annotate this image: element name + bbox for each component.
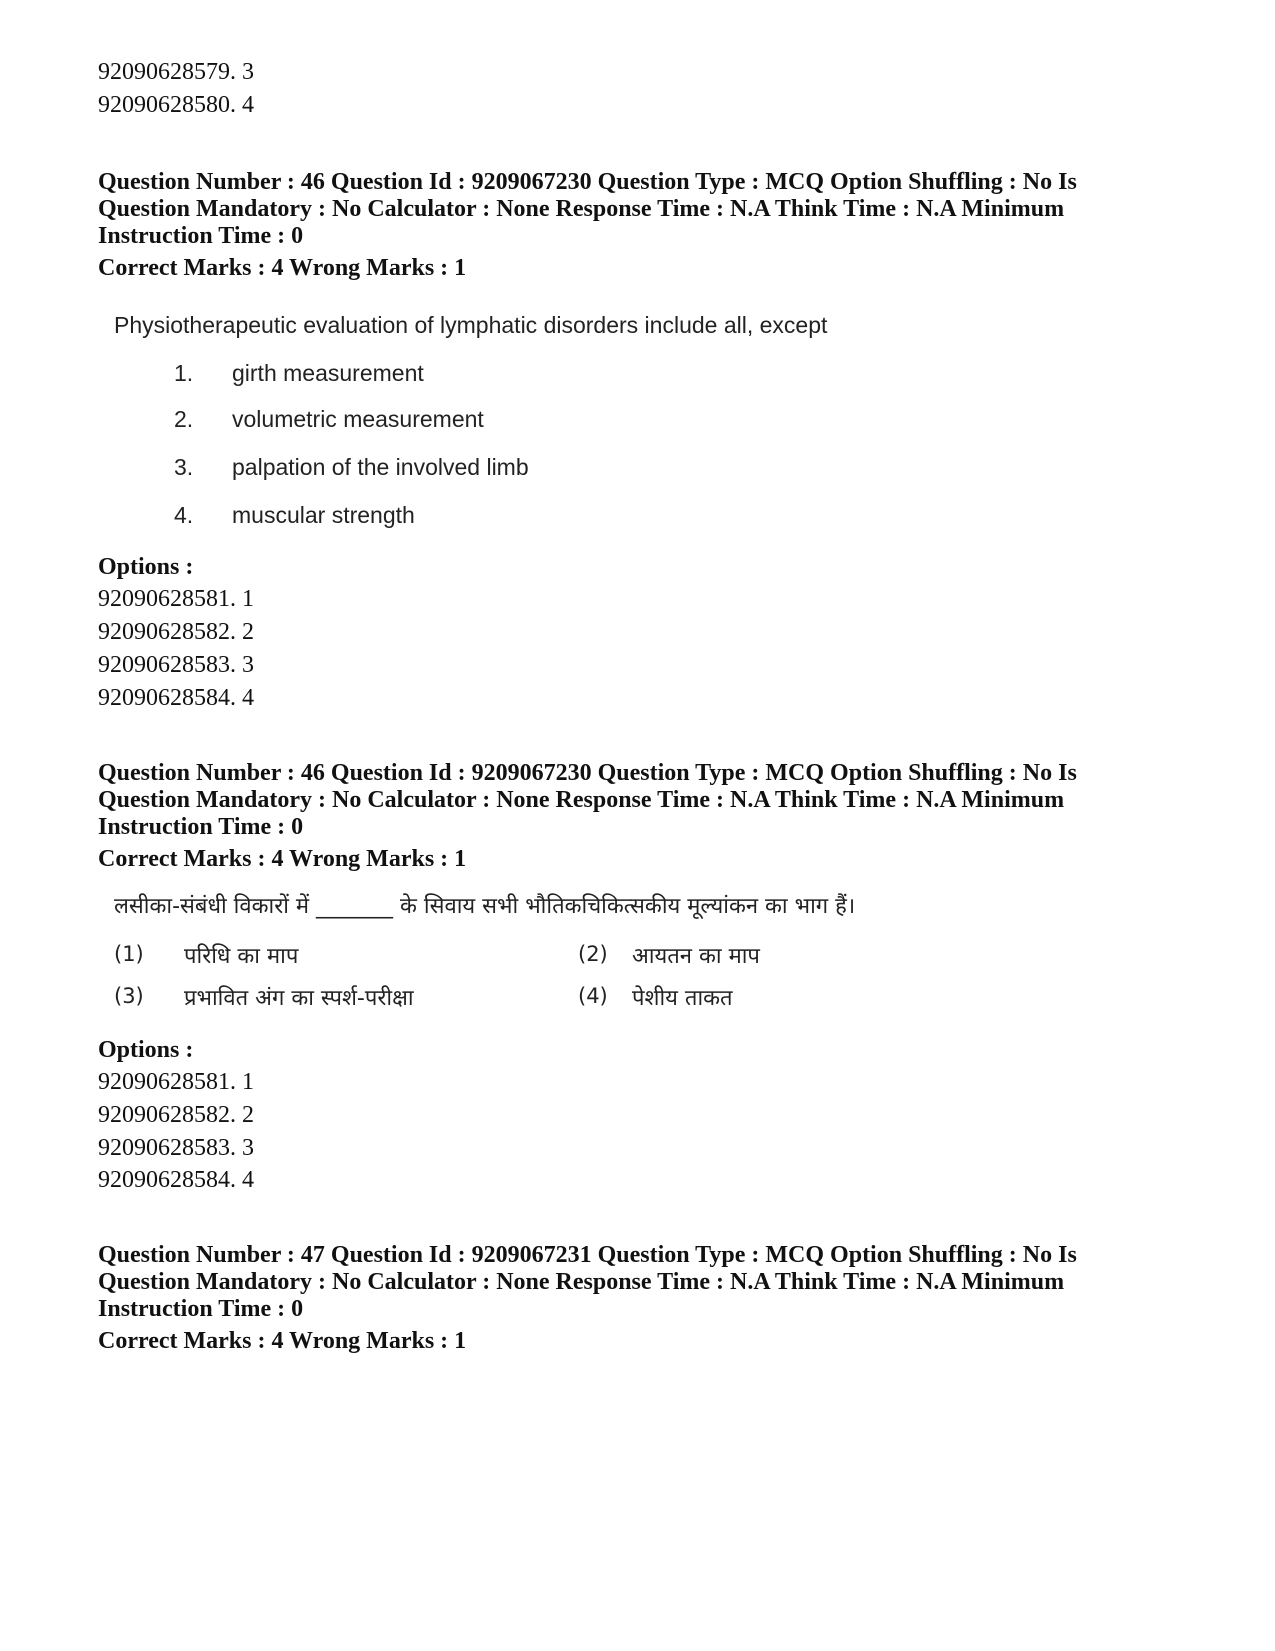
choice-number: (3) (114, 984, 144, 1008)
option-line: 92090628581. 1 (98, 586, 254, 612)
choice-number: 1. (174, 360, 194, 386)
choice-text: palpation of the involved limb (232, 454, 529, 480)
choice-number: (2) (578, 942, 608, 966)
question-header-line: Question Mandatory : No Calculator : None Response Time : N.A Think Time : N.A Minimum (98, 1269, 1065, 1295)
option-line: 92090628584. 4 (98, 1167, 254, 1193)
choice-text: volumetric measurement (232, 406, 484, 432)
marks-line: Correct Marks : 4 Wrong Marks : 1 (98, 846, 467, 872)
question-header-line: Question Mandatory : No Calculator : None Response Time : N.A Think Time : N.A Minimum (98, 196, 1065, 222)
marks-line: Correct Marks : 4 Wrong Marks : 1 (98, 255, 467, 281)
question-header-line: Question Number : 47 Question Id : 9209067231 Question Type : MCQ Option Shuffling : No Is (98, 1242, 1077, 1268)
choice-text: आयतन का माप (632, 944, 760, 969)
choice-text: प्रभावित अंग का स्पर्श-परीक्षा (184, 986, 414, 1011)
question-text-hindi: लसीका-संबंधी विकारों में _______ के सिवाय सभी भौतिकचिकित्सकीय मूल्यांकन का भाग हैं। (114, 894, 856, 919)
choice-text: girth measurement (232, 360, 424, 386)
question-text: Physiotherapeutic evaluation of lymphatic disorders include all, except (114, 312, 828, 338)
option-line: 92090628582. 2 (98, 619, 254, 645)
option-line: 92090628583. 3 (98, 1135, 254, 1161)
option-line: 92090628582. 2 (98, 1102, 254, 1128)
choice-text: परिधि का माप (184, 944, 299, 969)
option-line: 92090628581. 1 (98, 1069, 254, 1095)
option-line: 92090628583. 3 (98, 652, 254, 678)
choice-number: (4) (578, 984, 608, 1008)
choice-number: (1) (114, 942, 144, 966)
question-header-line: Instruction Time : 0 (98, 223, 304, 249)
question-header-line: Question Mandatory : No Calculator : None Response Time : N.A Think Time : N.A Minimum (98, 787, 1065, 813)
question-header-line: Question Number : 46 Question Id : 9209067230 Question Type : MCQ Option Shuffling : No Is (98, 169, 1077, 195)
choice-number: 3. (174, 454, 194, 480)
marks-line: Correct Marks : 4 Wrong Marks : 1 (98, 1328, 467, 1354)
options-label: Options : (98, 554, 194, 580)
choice-number: 4. (174, 502, 194, 528)
choice-text: muscular strength (232, 502, 415, 528)
question-header-line: Instruction Time : 0 (98, 1296, 304, 1322)
question-header-line: Question Number : 46 Question Id : 9209067230 Question Type : MCQ Option Shuffling : No Is (98, 760, 1077, 786)
question-header-line: Instruction Time : 0 (98, 814, 304, 840)
choice-text: पेशीय ताकत (632, 986, 733, 1011)
option-line: 92090628580. 4 (98, 92, 254, 118)
choice-number: 2. (174, 406, 194, 432)
options-label: Options : (98, 1037, 194, 1063)
option-line: 92090628579. 3 (98, 59, 254, 85)
option-line: 92090628584. 4 (98, 685, 254, 711)
